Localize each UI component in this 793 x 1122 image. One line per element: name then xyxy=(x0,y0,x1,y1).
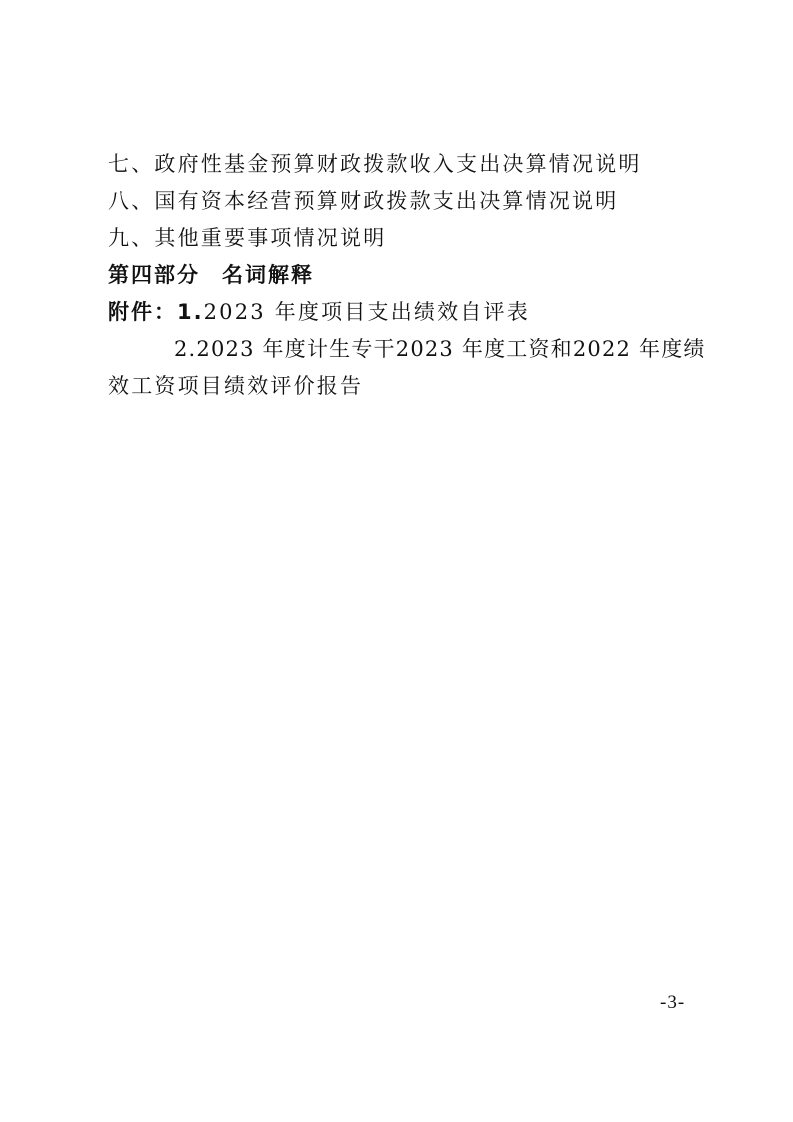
page-number: -3- xyxy=(660,992,686,1013)
part-4-heading xyxy=(108,257,314,293)
part-4-label: 第四部分 xyxy=(108,263,200,287)
part-4-title: 名词解释 xyxy=(222,263,314,287)
attachment-1 xyxy=(108,294,530,330)
attachment-2-line-2: 效工资项目绩效评价报告 xyxy=(108,374,364,398)
attachment-1-text: 2023 年度项目支出绩效自评表 xyxy=(203,300,530,324)
toc-item-9: 九、其他重要事项情况说明 xyxy=(108,226,387,250)
attachment-1-number: 1. xyxy=(177,300,204,324)
attachment-2-line-1: 2.2023 年度计生专干2023 年度工资和2022 年度绩 xyxy=(174,337,706,361)
toc-item-8: 八、国有资本经营预算财政拨款支出决算情况说明 xyxy=(108,189,619,213)
attachments-label: 附件： xyxy=(108,300,177,324)
toc-item-7: 七、政府性基金预算财政拨款收入支出决算情况说明 xyxy=(108,152,642,176)
